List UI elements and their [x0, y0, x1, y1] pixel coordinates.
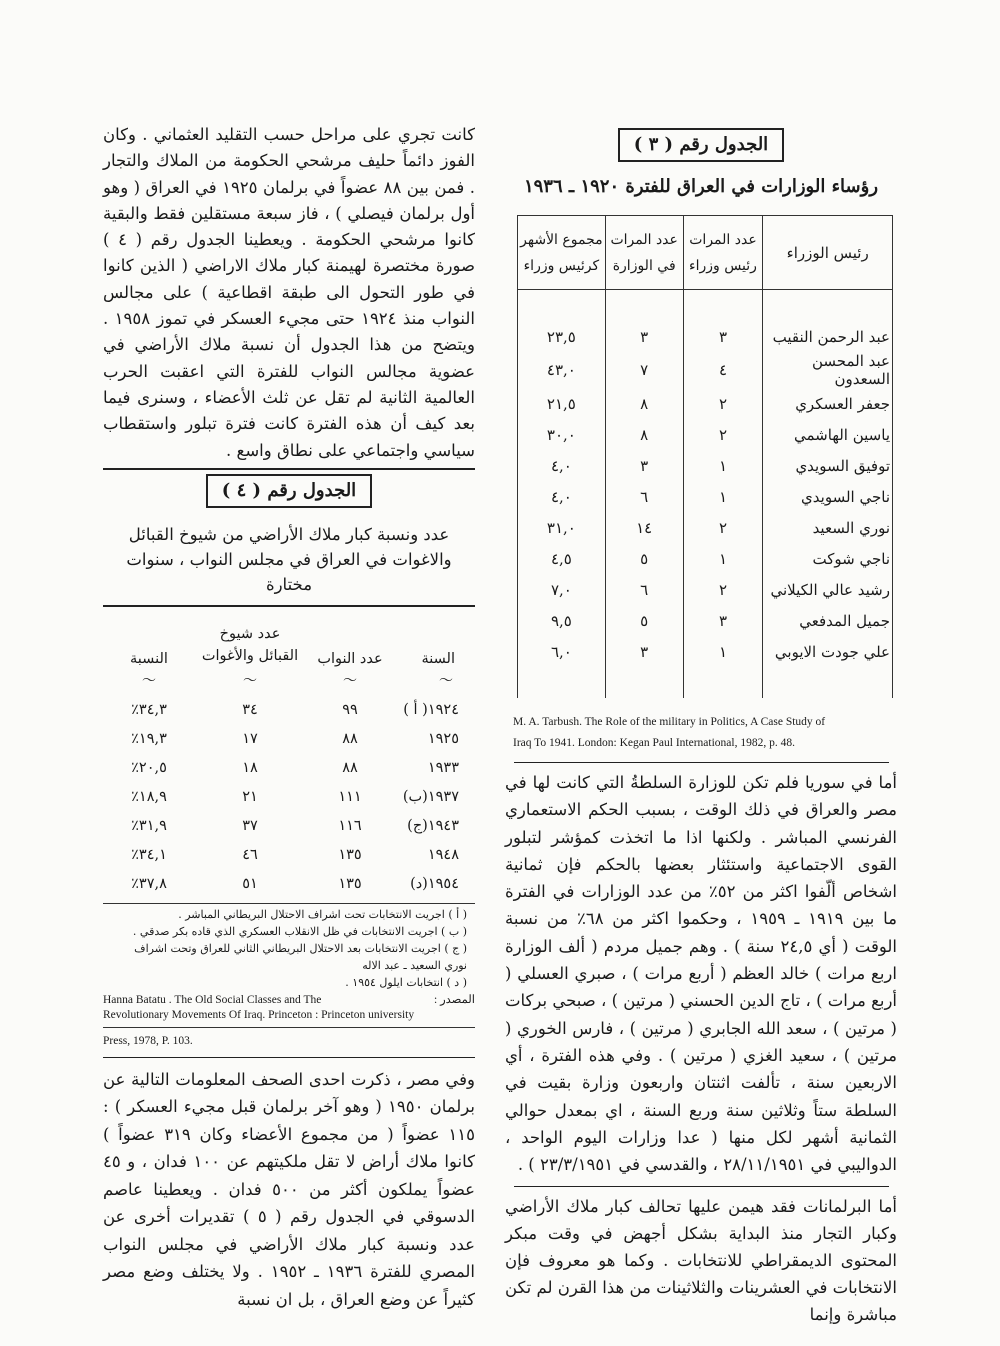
cell-pm-name: ناجي شوكت	[763, 543, 893, 574]
cell-minister-count: ٦	[605, 574, 683, 605]
table4-note: ( أ ) اجريت الانتخابات تحت اشراف الاحتلال البريطاني المباشر .	[178, 907, 467, 921]
cell-deputies: ١٣٥	[338, 876, 362, 893]
cell-months-total: ٤,٠	[550, 487, 572, 506]
table-row	[103, 754, 475, 783]
cell-minister-count: ١٤	[605, 512, 683, 543]
table4	[103, 615, 475, 899]
table4-source-line2: Revolutionary Movements Of Iraq. Princeton : Princeton university	[103, 1008, 415, 1021]
th-pm-count-b: رئيس وزراء	[689, 257, 757, 274]
cell-deputies: ٨٨	[342, 760, 358, 777]
table-row	[518, 574, 893, 605]
cell-percentage: ٣٧,٨٪	[131, 876, 167, 893]
cell-deputies: ١٣٥	[338, 847, 362, 864]
cell-pm-name: ياسين الهاشمي	[763, 419, 893, 450]
table3-label-wrap	[505, 128, 897, 162]
cell-months-total: ٣٠,٠	[546, 425, 576, 444]
th-pm-count	[683, 216, 763, 290]
cell-pm-name: رشيد عالي الكيلاني	[763, 574, 893, 605]
cell-pm-count: ٣	[683, 321, 763, 352]
divider	[103, 903, 475, 904]
cell-months-total: ٣١,٠	[546, 518, 576, 537]
cell-minister-count: ٥	[605, 543, 683, 574]
th-minister-count	[605, 216, 683, 290]
th-months-b: كرئيس وزراء	[523, 257, 600, 274]
th-minister-count-b: في الوزارة	[612, 257, 676, 274]
cell-pm-name: ناجي السويدي	[763, 481, 893, 512]
cell-year: ١٩٤٨	[427, 847, 459, 864]
cell-sheikhs: ٥١	[242, 876, 258, 893]
table4-label: الجدول رقم ( ٤ )	[206, 474, 372, 508]
cell-minister-count: ٥	[605, 605, 683, 636]
cell-pm-count: ١	[683, 636, 763, 667]
cell-sheikhs: ٤٦	[242, 847, 258, 864]
table-row	[518, 481, 893, 512]
divider	[103, 1057, 475, 1058]
cell-pm-name: جعفر العسكري	[763, 388, 893, 419]
cell-pm-count: ٢	[683, 388, 763, 419]
left-para-1: كانت تجري على مراحل حسب التقليد العثماني . وكان الفوز دائماً حليف مرشحي الحكومة من الملاك والتجار . فمن بين ٨٨ عضواً في برلمان ١٩٢٥ في العراق ( وهو أول برلمان فيصلي ) ، فاز سبعة مستقلين فقط والبقية كانوا مرشحي الحكومة . ويعطينا الجدول رقم ( ٤ ) صورة مختصرة لهيمنة كبار ملاك الاراضي ( الذين كانوا في طور التحول الى طبقة اقطاعية ) على مجالس النواب منذ ١٩٢٤ حتى مجيء العسكر في تموز ١٩٥٨ . ويتضح من هذا الجدول أن نسبة ملاك الأراضي في عضوية مجالس النواب للفترة التي اعقبت الحرب العالمية الثانية لم تقل عن ثلث الأعضاء ، وسنرى فيما بعد كيف أن هذه الفترة كانت فترة تبلور واستقطاب سياسي واجتماعي على نطاق واسع .	[103, 125, 476, 460]
table-row	[518, 605, 893, 636]
table4-source-line1: Hanna Batatu . The Old Social Classes and The	[103, 993, 322, 1006]
th-pm-count-a: عدد المرات	[689, 231, 757, 248]
left-column	[103, 122, 475, 1313]
cell-percentage: ٣٤,٣٪	[131, 702, 167, 719]
divider	[514, 762, 889, 763]
table3-source	[505, 712, 897, 754]
table4-note: ( د ) انتخابات ايلول ١٩٥٤ .	[345, 975, 467, 989]
table3-body	[518, 321, 893, 667]
cell-months-total: ٢٣,٥	[546, 327, 576, 346]
cell-pm-name: توفيق السويدي	[763, 450, 893, 481]
th-sheikhs	[195, 615, 305, 667]
cell-sheikhs: ٢١	[242, 789, 258, 806]
th-name: رئيس الوزراء	[763, 216, 893, 290]
cell-deputies: ١١٦	[338, 818, 362, 835]
table4-note: ( ب ) اجريت الانتخابات في ظل الانقلاب العسكري الذي قاده بكر صدقي .	[132, 924, 467, 938]
th-sheikhs-b: القبائل والأغوات	[201, 647, 299, 664]
th-months	[518, 216, 606, 290]
cell-sheikhs: ٣٧	[242, 818, 258, 835]
cell-percentage: ١٨,٩٪	[131, 789, 167, 806]
tilde-mark: 〜	[439, 673, 453, 690]
cell-months-total: ٩,٥	[550, 611, 572, 630]
cell-sheikhs: ٣٤	[242, 702, 258, 719]
table-row	[518, 419, 893, 450]
table-row	[103, 696, 475, 725]
cell-months-total: ٤٣,٠	[546, 361, 576, 379]
table-row	[518, 512, 893, 543]
cell-year: ١٩٢٥	[427, 731, 459, 748]
left-para-2: وفي مصر ، ذكرت احدى الصحف المعلومات التالية عن برلمان ١٩٥٠ ( وهو آخر برلمان قبل مجيء العسكر ) : ١١٥ عضواً ( من مجموع الأعضاء وكان ٣١٩ عضواً ) كانوا ملاك أراض لا تقل ملكيتهم عن ١٠٠ فدان ، و ٤٥ عضواً يملكون أكثر من ٥٠٠ فدان . ويعطينا عاصم الدسوقي في الجدول رقم ( ٥ ) تقديرات أخرى عن عدد ونسبة كبار ملاك الأراضي في مجلس النواب المصري للفترة ١٩٣٦ ـ ١٩٥٢ . ولا يختلف وضع مصر كثيراً عن وضع العراق ، بل ان نسبة	[103, 1069, 475, 1309]
cell-minister-count: ٣	[605, 636, 683, 667]
cell-pm-count: ٢	[683, 574, 763, 605]
cell-minister-count: ٣	[605, 321, 683, 352]
th-sheikhs-a: عدد شيوخ	[219, 625, 281, 642]
table4-title-1: عدد ونسبة كبار ملاك الأراضي من شيوخ القبائل	[128, 524, 450, 544]
cell-year: ١٩٤٣(ج)	[407, 818, 459, 835]
cell-pm-count: ٣	[683, 605, 763, 636]
cell-minister-count: ٨	[605, 388, 683, 419]
cell-months-total: ٤,٠	[550, 456, 572, 475]
cell-minister-count: ٦	[605, 481, 683, 512]
table-row	[518, 388, 893, 419]
table3-source-line2: Iraq To 1941. London: Kegan Paul International, 1982, p. 48.	[513, 737, 795, 749]
right-para-1: أما في سوريا فلم تكن للوزارة السلطةُ التي كانت لها في مصر والعراق في ذلك الوقت ، بسبب الحكم الاستعماري الفرنسي المباشر . ولكنها اذا ما اتخذت كمؤشر لتبلور القوى الاجتماعية واستئثار بعضها بالحكم فإن ثمانية اشخاص ألّفوا اكثر من ٥٢٪ من عدد الوزارات في الفترة ما بين ١٩١٩ ـ ١٩٥٩ ، وحكموا اكثر من ٦٨٪ من نسبة الوقت ( أي ٢٤,٥ سنة ) . وهم جميل مردم ( ألف الوزارة اربع مرات ) خالد العظم ( أربع مرات ) ، صبري العسلي ( أربع مرات ) ، تاج الدين الحسني ( مرتين ) ، صبحي بركات ( مرتين ) ، سعد الله الجابري ( مرتين ) ، فارس الخوري ( مرتين ) ، سعيد الغزي ( مرتين ) . وفي هذه الفترة ، أي الاربعين سنة ، تألفت اثنتان واربعون وزارة بقيت في السلطة ستاً وثلاثين سنة وربع السنة ، اي بمعدل حوالي الثمانية أشهر لكل منها ( عدا وزارات اليوم الواحد ، الدواليبي في ٢٨/١١/١٩٥١ ، والقدسي في ٢٣/٣/١٩٥١ ) .	[505, 773, 897, 1175]
cell-pm-count: ٤	[683, 352, 763, 388]
cell-minister-count: ٧	[605, 352, 683, 388]
cell-months-total: ٤,٥	[550, 549, 572, 568]
table-row	[518, 352, 893, 388]
th-year-label: السنة	[421, 650, 455, 667]
cell-pm-name: عبد الرحمن النقيب	[763, 321, 893, 352]
divider	[103, 468, 475, 470]
cell-year: ١٩٣٣	[427, 760, 459, 777]
table-row	[103, 870, 475, 899]
cell-sheikhs: ١٨	[242, 760, 258, 777]
cell-pm-name: علي جودت الايوبي	[763, 636, 893, 667]
table4-notes	[103, 906, 475, 991]
cell-months-total: ٦,٠	[550, 642, 572, 661]
table4-source	[103, 993, 475, 1049]
table-row	[518, 321, 893, 352]
cell-year: ١٩٥٤(د)	[410, 876, 459, 893]
th-pct: النسبة	[130, 650, 168, 667]
table4-source-label: المصدر :	[434, 993, 475, 1006]
cell-pm-count: ٢	[683, 512, 763, 543]
th-year	[395, 615, 475, 667]
table4-body	[103, 696, 475, 899]
divider	[103, 1027, 475, 1028]
table-row	[518, 450, 893, 481]
table4-note: نوري السعيد ـ عبد الاله	[362, 958, 467, 972]
cell-months-total: ٧,٠	[550, 580, 572, 599]
cell-pm-count: ٢	[683, 419, 763, 450]
cell-sheikhs: ١٧	[242, 731, 258, 748]
table3-title: رؤساء الوزارات في العراق للفترة ١٩٢٠ ـ ١٩٣٦	[523, 176, 879, 197]
cell-minister-count: ٣	[605, 450, 683, 481]
table4-label-wrap	[103, 474, 475, 508]
cell-year: ١٩٣٧(ب)	[402, 789, 459, 806]
divider	[514, 1186, 889, 1187]
cell-months-total: ٢١,٥	[546, 394, 576, 413]
table-row	[103, 812, 475, 841]
cell-pm-name: عبد المحسن السعدون	[763, 352, 893, 388]
table4-note: ( ج ) اجريت الانتخابات بعد الاحتلال البريطاني الثاني للعراق وتحت اشراف	[134, 941, 467, 955]
cell-minister-count: ٨	[605, 419, 683, 450]
table4-title-2: والاغوات في العراق في مجلس النواب ، سنوات مختارة	[126, 549, 452, 594]
tilde-mark: 〜	[343, 673, 357, 690]
cell-deputies: ١١١	[338, 789, 362, 806]
table-row	[518, 636, 893, 667]
right-column	[505, 120, 897, 1328]
cell-pm-count: ١	[683, 481, 763, 512]
th-months-a: مجموع الأشهر	[520, 231, 603, 248]
cell-deputies: ٨٨	[342, 731, 358, 748]
table3	[517, 215, 893, 698]
cell-percentage: ١٩,٣٪	[131, 731, 167, 748]
divider	[103, 605, 475, 607]
tilde-mark: 〜	[142, 673, 156, 690]
cell-deputies: ٩٩	[342, 702, 358, 719]
table-row	[518, 543, 893, 574]
table-row	[103, 783, 475, 812]
table-row	[103, 841, 475, 870]
table3-source-line1: M. A. Tarbush. The Role of the military in Politics, A Case Study of	[513, 716, 826, 728]
cell-percentage: ٢٠,٥٪	[131, 760, 167, 777]
cell-pm-name: نوري السعيد	[763, 512, 893, 543]
cell-pm-name: جميل المدفعي	[763, 605, 893, 636]
cell-pm-count: ١	[683, 450, 763, 481]
cell-pm-count: ١	[683, 543, 763, 574]
th-minister-count-a: عدد المرات	[610, 231, 678, 248]
th-deputies: عدد النواب	[317, 650, 383, 667]
table-row	[103, 725, 475, 754]
cell-percentage: ٣١,٩٪	[131, 818, 167, 835]
right-para-2: أما البرلمانات فقد هيمن عليها تحالف كبار ملاك الأراضي وكبار التجار منذ البداية بشكل أجهض في وقت مبكر المحتوى الديمقراطي للانتخابات . وكما هو معروف فإن الانتخابات في العشرينات والثلاثينات من هذا القرن لم تكن مباشرة وإنما	[505, 1197, 897, 1325]
cell-percentage: ٣٤,١٪	[131, 847, 167, 864]
tilde-mark: 〜	[243, 673, 257, 690]
table4-source-line3: Press, 1978, P. 103.	[103, 1034, 193, 1047]
table3-label: الجدول رقم ( ٣ )	[618, 128, 784, 162]
cell-year: ١٩٢٤( أ )	[403, 702, 459, 719]
